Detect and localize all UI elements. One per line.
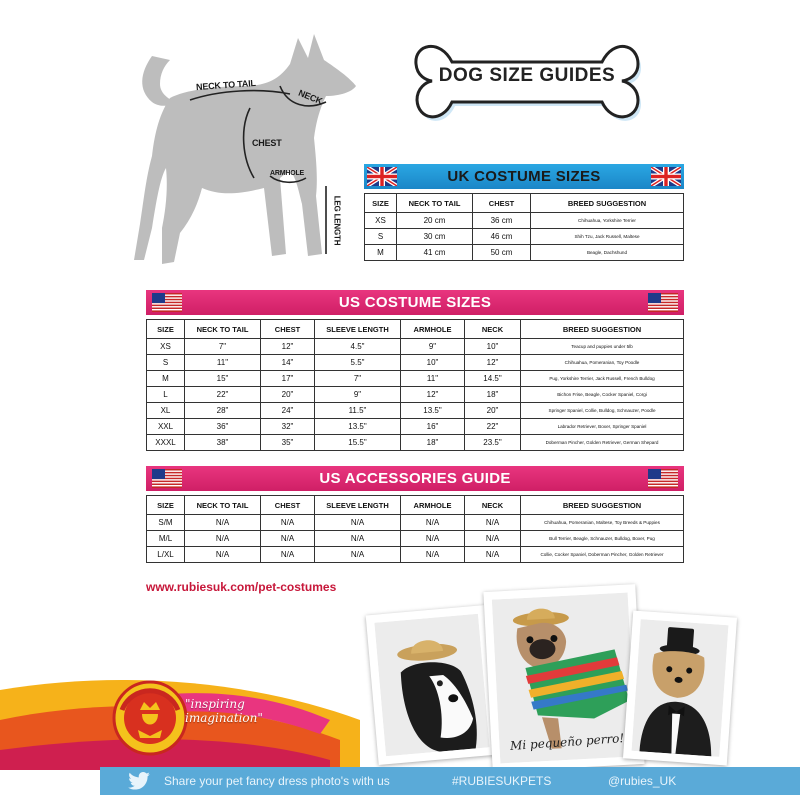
cell-sleeve-length: 5.5" [315,355,401,371]
table-header-row [147,320,684,339]
cell-neck-to-tail: 22" [185,387,261,403]
cell-neck-to-tail: 11" [185,355,261,371]
column-header-size: SIZE [365,194,397,213]
cell-sleeve-length: 15.5" [315,435,401,451]
cell-breed-suggestion: Labrador Retriever, Boxer, Springer Spaniel [521,419,684,435]
cell-neck-to-tail: N/A [185,547,261,563]
cell-neck-to-tail: 28" [185,403,261,419]
table-row [365,213,684,229]
us-sizes-header [146,290,684,315]
cell-neck: N/A [465,531,521,547]
yorkie-tuxedo-image [632,619,729,757]
cell-neck: 10" [465,339,521,355]
us-sizes-table [146,319,684,451]
column-header-neck-to-tail: NECK TO TAIL [397,194,473,213]
us-flag-icon [152,469,182,488]
cell-breed-suggestion: Chihuahua, Pomeranian, Maltese, Toy Breeds & Puppies [521,515,684,531]
uk-flag-icon [651,167,681,186]
column-header-neck-to-tail: NECK TO TAIL [185,320,261,339]
cell-armhole: 10" [401,355,465,371]
dog-measurement-diagram [130,28,365,273]
social-footer [100,767,800,795]
column-header-size: SIZE [147,496,185,515]
uk-sizes-table [364,193,684,261]
column-header-sleeve-length: SLEEVE LENGTH [315,320,401,339]
cell-breed-suggestion: Springer Spaniel, Collie, Bulldog, Schnauzer, Poodle [521,403,684,419]
table-row [147,387,684,403]
cell-neck: 18" [465,387,521,403]
cell-size: L/XL [147,547,185,563]
spaniel-photo [366,605,499,765]
cell-breed-suggestion: Bull Terrier, Beagle, Schnauzer, Bulldog, Boxer, Pug [521,531,684,547]
leg-length-label: LEG LENGTH [332,195,342,246]
accessories-table [146,495,684,563]
cell-neck-to-tail: 20 cm [397,213,473,229]
cell-breed-suggestion: Chihuahua, Pomeranian, Toy Poodle [521,355,684,371]
cell-breed-suggestion: Bichon Frise, Beagle, Cocker Spaniel, Corgi [521,387,684,403]
cell-size: M [365,245,397,261]
cell-breed-suggestion: Doberman Pincher, Golden Retriever, German Shepard [521,435,684,451]
cell-chest: N/A [261,547,315,563]
us-flag-icon [152,293,182,312]
cell-chest: 35" [261,435,315,451]
table-row [147,531,684,547]
cell-neck: 23.5" [465,435,521,451]
table-row [147,547,684,563]
cell-size: XS [365,213,397,229]
column-header-breed-suggestion: BREED SUGGESTION [521,496,684,515]
column-header-breed-suggestion: BREED SUGGESTION [531,194,684,213]
table-row [147,355,684,371]
photo-caption: Mi pequeño perro! [509,731,625,753]
us-flag-icon [648,293,678,312]
uk-flag-icon [367,167,397,186]
neck-label: NECK [297,87,324,107]
column-header-armhole: ARMHOLE [401,320,465,339]
cell-sleeve-length: N/A [315,531,401,547]
cell-chest: 36 cm [473,213,531,229]
cell-armhole: 16" [401,419,465,435]
cell-chest: 12" [261,339,315,355]
accessories-title: US ACCESSORIES GUIDE [319,470,511,487]
cell-armhole: N/A [401,515,465,531]
armhole-label: ARMHOLE [270,170,304,177]
cell-sleeve-length: 13.5" [315,419,401,435]
cell-neck: N/A [465,515,521,531]
column-header-armhole: ARMHOLE [401,496,465,515]
footer-hashtag[interactable]: #RUBIESUKPETS [452,774,552,788]
cell-breed-suggestion: Pug, Yorkshire Terrier, Jack Russell, French Bulldog [521,371,684,387]
table-row [147,515,684,531]
cell-size: XL [147,403,185,419]
uk-sizes-title: UK COSTUME SIZES [447,168,601,185]
cell-sleeve-length: 7" [315,371,401,387]
cell-armhole: 12" [401,387,465,403]
cell-neck-to-tail: 38" [185,435,261,451]
cell-neck-to-tail: N/A [185,515,261,531]
cell-armhole: 13.5" [401,403,465,419]
footer-share-text: Share your pet fancy dress photo's with us [164,774,390,788]
cell-armhole: 11" [401,371,465,387]
cell-neck-to-tail: 36" [185,419,261,435]
accessories-header [146,466,684,491]
cell-breed-suggestion: Shih Tzu, Jack Russell, Maltese [531,229,684,245]
table-header-row [365,194,684,213]
slogan-line-2: imagination" [185,711,263,725]
table-row [365,229,684,245]
table-row [365,245,684,261]
column-header-chest: CHEST [261,496,315,515]
cell-sleeve-length: N/A [315,547,401,563]
cell-size: XS [147,339,185,355]
cell-neck: N/A [465,547,521,563]
slogan-line-1: "inspiring [185,697,245,711]
column-header-chest: CHEST [473,194,531,213]
column-header-neck: NECK [465,320,521,339]
table-row [147,371,684,387]
column-header-sleeve-length: SLEEVE LENGTH [315,496,401,515]
cell-breed-suggestion: Teacup and puppies under 5lb [521,339,684,355]
cell-size: S/M [147,515,185,531]
cell-sleeve-length: 4.5" [315,339,401,355]
column-header-size: SIZE [147,320,185,339]
cell-chest: N/A [261,515,315,531]
cell-chest: 14" [261,355,315,371]
cell-neck-to-tail: 7" [185,339,261,355]
rubies-logo [112,680,188,756]
cell-chest: 24" [261,403,315,419]
cell-neck: 12" [465,355,521,371]
rubies-crest-icon [112,680,188,756]
cell-breed-suggestion: Beagle, Dachshund [531,245,684,261]
cell-neck-to-tail: N/A [185,531,261,547]
cell-size: L [147,387,185,403]
yorkie-photo [623,611,737,766]
cell-neck: 20" [465,403,521,419]
cell-neck: 22" [465,419,521,435]
cell-sleeve-length: 11.5" [315,403,401,419]
us-sizes-title: US COSTUME SIZES [338,294,492,311]
cell-size: XXL [147,419,185,435]
cell-size: XXXL [147,435,185,451]
cell-sleeve-length: N/A [315,515,401,531]
guide-title-bone [412,32,642,130]
table-row [147,435,684,451]
cell-chest: 46 cm [473,229,531,245]
cell-chest: 50 cm [473,245,531,261]
cell-neck: 14.5" [465,371,521,387]
column-header-breed-suggestion: BREED SUGGESTION [521,320,684,339]
us-flag-icon [648,469,678,488]
column-header-chest: CHEST [261,320,315,339]
cell-armhole: N/A [401,547,465,563]
dog-silhouette [130,28,365,273]
page-title: DOG SIZE GUIDES [438,65,616,86]
cell-size: M [147,371,185,387]
cell-chest: N/A [261,531,315,547]
cell-chest: 20" [261,387,315,403]
spaniel-cowboy-image [374,614,489,757]
footer-handle[interactable]: @rubies_UK [608,774,677,788]
twitter-bird-icon [128,772,150,790]
cell-chest: 17" [261,371,315,387]
website-link[interactable]: www.rubiesuk.com/pet-costumes [146,580,337,594]
cell-neck-to-tail: 30 cm [397,229,473,245]
cell-size: S [365,229,397,245]
neck-to-tail-label: NECK TO TAIL [195,77,257,93]
uk-sizes-header [364,164,684,189]
brand-slogan [185,697,273,747]
cell-breed-suggestion: Chihuahua, Yorkshire Terrier [531,213,684,229]
cell-size: M/L [147,531,185,547]
cell-chest: 32" [261,419,315,435]
cell-armhole: 18" [401,435,465,451]
table-row [147,403,684,419]
table-row [147,419,684,435]
column-header-neck: NECK [465,496,521,515]
table-row [147,339,684,355]
cell-armhole: 9" [401,339,465,355]
chest-label: CHEST [252,138,282,148]
cell-neck-to-tail: 41 cm [397,245,473,261]
cell-size: S [147,355,185,371]
cell-breed-suggestion: Collie, Cocker Spaniel, Doberman Pincher, Golden Retriever [521,547,684,563]
cell-neck-to-tail: 15" [185,371,261,387]
cell-armhole: N/A [401,531,465,547]
column-header-neck-to-tail: NECK TO TAIL [185,496,261,515]
cell-sleeve-length: 9" [315,387,401,403]
table-header-row [147,496,684,515]
